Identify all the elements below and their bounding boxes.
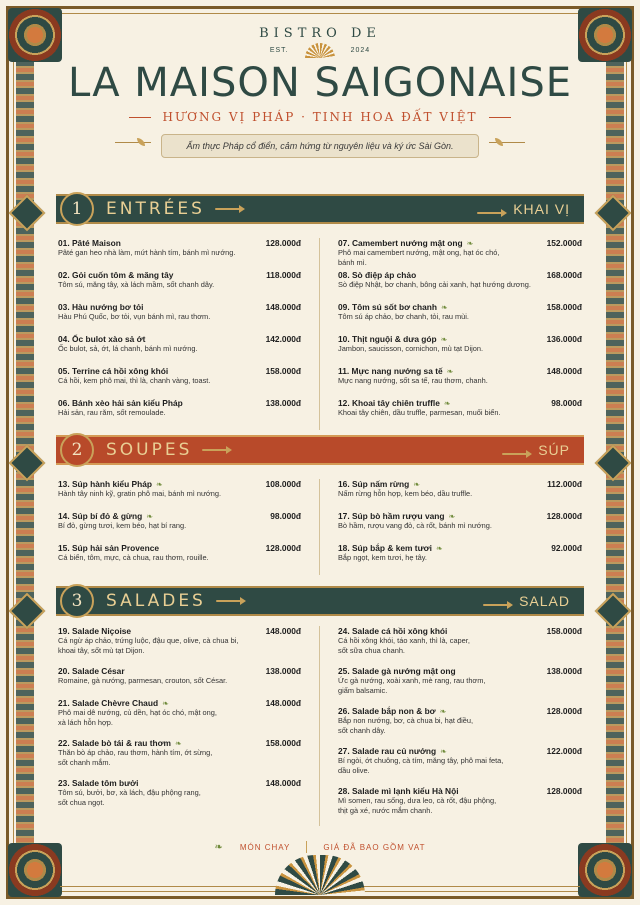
menu-item-price: 158.000đ: [546, 626, 582, 636]
menu-item-description: thịt gà xé, nước mắm chanh.: [338, 806, 433, 815]
bistro-label: BISTRO DE: [259, 26, 381, 41]
menu-item-description: Thăn bò áp chảo, rau thơm, hành tím, ớt sừng,: [58, 748, 213, 757]
menu-item-description: Hành tây ninh kỹ, gratin phô mai, bánh mì nướng.: [58, 489, 222, 498]
menu-item: [58, 366, 301, 398]
menu-item-name: 23. Salade tôm bưởi: [58, 778, 139, 788]
menu-item-description: Jambon, saucisson, cornichon, mù tạt Dijon.: [338, 344, 484, 353]
menu-item-name: 04. Ốc bulot xào sả ớt: [58, 334, 146, 344]
menu-item-description: Mực nang nướng, sốt sa tế, rau thơm, chanh.: [338, 376, 488, 385]
menu-column-right: [320, 479, 582, 575]
menu-item-row: [58, 302, 301, 312]
section-name: SOUPES: [106, 440, 193, 460]
menu-item-name: 01. Pâté Maison: [58, 238, 121, 248]
menu-item: [58, 302, 301, 334]
tagline: Ẩm thực Pháp cổ điển, cảm hứng từ nguyên liệu và ký ức Sài Gòn.: [161, 134, 479, 158]
vegetarian-leaf-icon: ❧: [443, 399, 451, 408]
menu-item-price: 148.000đ: [265, 698, 301, 708]
menu-item-price: 142.000đ: [265, 334, 301, 344]
menu-item-name: 08. Sò điệp áp chảo: [338, 270, 417, 280]
vegetarian-leaf-icon: ❧: [413, 480, 420, 489]
menu-item-price: 128.000đ: [546, 511, 582, 521]
menu-item-price: 98.000đ: [270, 511, 301, 521]
menu-item-description: giấm balsamic.: [338, 686, 388, 695]
vegetarian-leaf-icon: ❧: [156, 480, 163, 489]
menu-item-description: Hàu Phú Quốc, bơ tỏi, vụn bánh mì, rau thơm.: [58, 312, 211, 321]
vegetarian-leaf-icon: ❧: [446, 367, 454, 376]
menu-item-row: [338, 479, 582, 489]
menu-item-row: [338, 270, 582, 280]
menu-item-name: 03. Hàu nướng bơ tỏi: [58, 302, 144, 312]
menu-item-description: sốt chua ngọt.: [58, 798, 105, 807]
menu-item-price: 108.000đ: [265, 479, 301, 489]
menu-item: [338, 626, 582, 666]
menu-item-description: Cá hồi, kem phô mai, thì là, chanh vàng, toast.: [58, 376, 211, 385]
fan-icon: [305, 43, 335, 58]
menu-item-row: [58, 738, 301, 748]
menu-item: [338, 746, 582, 786]
ornament-arrow-icon: [216, 600, 242, 602]
laurel-left-icon: [115, 142, 151, 151]
menu-item: [58, 738, 301, 778]
menu-item-price: 138.000đ: [546, 666, 582, 676]
vegetarian-leaf-icon: ❧: [466, 239, 474, 248]
menu-item-name: 13. Súp hành kiểu Pháp: [58, 479, 153, 489]
section-vi-label: KHAI VỊ: [513, 201, 570, 217]
menu-item-row: [338, 706, 582, 716]
ornament-arrow-icon: [202, 449, 228, 451]
menu-item-description: xà lách hỗn hợp.: [58, 718, 113, 727]
menu-item: [338, 270, 582, 302]
menu-item-description: Cá ngừ áp chảo, trứng luộc, đậu que, olive, cà chua bi,: [58, 636, 239, 645]
menu-item-description: bánh mì.: [338, 258, 367, 267]
menu-item-row: [58, 366, 301, 376]
menu-item-row: [58, 270, 301, 280]
section-vi-label: SALAD: [519, 593, 570, 609]
menu-item-row: [338, 334, 582, 344]
menu-item-price: 128.000đ: [546, 706, 582, 716]
menu-item-name: 10. Thịt nguội & dưa góp: [338, 334, 437, 344]
menu-item-price: 148.000đ: [265, 302, 301, 312]
ornament-arrow-icon: [502, 453, 528, 455]
est-year: 2024: [350, 47, 371, 54]
section-number-badge: 3: [60, 584, 94, 618]
menu-item-row: [58, 511, 301, 521]
menu-item-row: [58, 479, 301, 489]
menu-item-row: [338, 746, 582, 756]
menu-item: [338, 543, 582, 575]
menu-item: [58, 543, 301, 575]
menu-item-name: 24. Salade cá hồi xông khói: [338, 626, 448, 636]
menu-item-row: [338, 786, 582, 796]
laurel-right-icon: [489, 142, 525, 151]
menu-item: [338, 334, 582, 366]
menu-item-description: Bắp ngọt, kem tươi, hẹ tây.: [338, 553, 427, 562]
menu-item-price: 128.000đ: [546, 786, 582, 796]
menu-item-description: Bắp non nướng, bơ, cà chua bi, hạt điều,: [338, 716, 474, 725]
dash-icon: [129, 117, 151, 118]
subtitle: HƯƠNG VỊ PHÁP · TINH HOA ĐẤT VIỆT: [162, 110, 478, 124]
menu-item-name: 18. Súp bắp & kem tươi: [338, 543, 432, 553]
menu-item-price: 138.000đ: [265, 398, 301, 408]
menu-item-description: Phô mai dê nướng, củ dền, hạt óc chó, mật ong,: [58, 708, 217, 717]
menu-item-description: Tôm sú, bưởi, bơ, xà lách, đậu phộng rang,: [58, 788, 201, 797]
menu-item-description: Romaine, gà nướng, parmesan, crouton, sốt César.: [58, 676, 228, 685]
vegetarian-leaf-icon: ❧: [439, 707, 447, 716]
menu-item-price: 148.000đ: [265, 626, 301, 636]
menu-item-row: [58, 666, 301, 676]
menu-item-description: Bí ngòi, ớt chuông, cà tím, măng tây, phô mai feta,: [338, 756, 504, 765]
menu-item-description: Ức gà nướng, xoài xanh, mè rang, rau thơm,: [338, 676, 486, 685]
menu-item-row: [338, 366, 582, 376]
menu-item-row: [58, 334, 301, 344]
section-banner-3: [56, 586, 584, 616]
menu-item-description: Cá biển, tôm, mực, cà chua, rau thơm, rouille.: [58, 553, 209, 562]
section-vi-name: [473, 593, 570, 609]
menu-item-description: Bí đỏ, gừng tươi, kem béo, hạt bí rang.: [58, 521, 187, 530]
menu-item-description: sốt chanh mắm.: [58, 758, 111, 767]
menu-item-description: Tôm sú, măng tây, xà lách mầm, sốt chanh dây.: [58, 280, 215, 289]
vegetarian-leaf-icon: ❧: [146, 512, 153, 521]
menu-item-price: 112.000đ: [547, 479, 582, 489]
menu-item-description: Tôm sú áp chảo, bơ chanh, tỏi, rau mùi.: [338, 312, 469, 321]
menu-item-row: [338, 543, 582, 553]
menu-item: [58, 511, 301, 543]
menu-item-description: Cá hồi xông khói, táo xanh, thì là, caper,: [338, 636, 470, 645]
menu-item-name: 22. Salade bò tái & rau thơm: [58, 738, 171, 748]
menu-item-price: 158.000đ: [265, 738, 301, 748]
menu-item-description: dầu olive.: [338, 766, 370, 775]
menu-item-name: 11. Mực nang nướng sa tế: [338, 366, 443, 376]
ornament-arrow-icon: [477, 212, 503, 214]
menu-item-name: 05. Terrine cá hồi xông khói: [58, 366, 169, 376]
menu-footer: [0, 841, 640, 853]
vegetarian-leaf-icon: ❧: [214, 841, 224, 853]
menu-item-row: [58, 626, 301, 636]
est-label: EST.: [269, 47, 289, 54]
section-items-3: [58, 626, 582, 826]
section-vi-name: [467, 201, 570, 217]
menu-item-description: Pâté gan heo nhà làm, mứt hành tím, bánh mì nướng.: [58, 248, 236, 257]
menu-item: [58, 270, 301, 302]
menu-column-left: [58, 626, 320, 826]
menu-column-left: [58, 238, 320, 430]
menu-item-name: 06. Bánh xèo hải sản kiểu Pháp: [58, 398, 183, 408]
menu-item-name: 17. Súp bò hầm rượu vang: [338, 511, 445, 521]
menu-item-name: 26. Salade bắp non & bơ: [338, 706, 436, 716]
menu-item: [338, 366, 582, 398]
menu-item-row: [58, 543, 301, 553]
menu-item-price: 118.000đ: [266, 270, 301, 280]
menu-item: [58, 479, 301, 511]
section-name: SALADES: [106, 591, 206, 611]
vegetarian-leaf-icon: ❧: [162, 699, 169, 708]
menu-item-description: Mì somen, rau sống, dưa leo, cà rốt, đậu phộng,: [338, 796, 497, 805]
section-number-badge: 2: [60, 433, 94, 467]
menu-item-row: [58, 698, 301, 708]
section-name: ENTRÉES: [106, 199, 205, 219]
section-items-1: [58, 238, 582, 430]
menu-item-price: 138.000đ: [265, 666, 301, 676]
menu-item: [58, 666, 301, 698]
menu-item-name: 21. Salade Chèvre Chaud: [58, 698, 159, 708]
vegetarian-leaf-icon: ❧: [175, 739, 182, 748]
menu-item-price: 148.000đ: [546, 366, 582, 376]
menu-item-row: [58, 398, 301, 408]
menu-item-price: 98.000đ: [551, 398, 582, 408]
vegetarian-leaf-icon: ❧: [440, 747, 447, 756]
veg-label: MÓN CHAY: [239, 842, 291, 852]
menu-item-price: 92.000đ: [551, 543, 582, 553]
menu-item-name: 27. Salade rau củ nướng: [338, 746, 437, 756]
menu-item: [58, 398, 301, 430]
ornament-arrow-icon: [215, 208, 241, 210]
menu-item: [338, 511, 582, 543]
menu-item-name: 28. Salade mì lạnh kiểu Hà Nội: [338, 786, 459, 796]
menu-item-name: 15. Súp hải sản Provence: [58, 543, 160, 553]
menu-item-name: 09. Tôm sú sốt bơ chanh: [338, 302, 438, 312]
menu-item: [338, 238, 582, 270]
menu-header: [0, 18, 640, 158]
menu-item-name: 16. Súp nấm rừng: [338, 479, 410, 489]
menu-item: [58, 626, 301, 666]
menu-item-row: [58, 778, 301, 788]
section-vi-label: SÚP: [538, 442, 570, 458]
menu-item-price: 158.000đ: [265, 366, 301, 376]
menu-item: [58, 778, 301, 818]
menu-item-row: [338, 626, 582, 636]
menu-item-description: Nấm rừng hỗn hợp, kem béo, dầu truffle.: [338, 489, 473, 498]
menu-item-description: Khoai tây chiên, dầu truffle, parmesan, muối biển.: [338, 408, 501, 417]
menu-item-description: Sò điệp Nhật, bơ chanh, bông cải xanh, hạt hướng dương.: [338, 280, 531, 289]
menu-item-row: [58, 238, 301, 248]
menu-column-left: [58, 479, 320, 575]
menu-item: [58, 238, 301, 270]
menu-item-price: 136.000đ: [546, 334, 582, 344]
dash-icon: [489, 117, 511, 118]
menu-item: [338, 706, 582, 746]
menu-item-row: [338, 398, 582, 408]
menu-item-description: Bò hầm, rượu vang đỏ, cà rốt, bánh mì nướng.: [338, 521, 492, 530]
tagline-row: [0, 134, 640, 158]
menu-item-description: Hải sản, rau răm, sốt remoulade.: [58, 408, 166, 417]
restaurant-title: LA MAISON SAIGONAISE: [68, 60, 572, 106]
menu-item-price: 158.000đ: [546, 302, 582, 312]
section-banner-1: [56, 194, 584, 224]
menu-item-name: 02. Gỏi cuốn tôm & măng tây: [58, 270, 174, 280]
est-row: [0, 43, 640, 58]
menu-item-description: sốt sữa chua chanh.: [338, 646, 405, 655]
menu-item-row: [338, 511, 582, 521]
menu-item-price: 128.000đ: [265, 543, 301, 553]
menu-item-name: 19. Salade Niçoise: [58, 626, 132, 636]
menu-item-name: 25. Salade gà nướng mật ong: [338, 666, 456, 676]
menu-item: [338, 479, 582, 511]
menu-item-price: 168.000đ: [546, 270, 582, 280]
menu-item-row: [338, 302, 582, 312]
menu-column-right: [320, 238, 582, 430]
menu-item: [338, 398, 582, 430]
menu-item: [58, 698, 301, 738]
menu-item-row: [338, 238, 582, 248]
menu-item: [338, 666, 582, 706]
vat-label: GIÁ ĐÃ BAO GỒM VAT: [323, 842, 426, 852]
section-vi-name: [492, 442, 570, 458]
menu-item-row: [338, 666, 582, 676]
subtitle-row: [0, 110, 640, 124]
menu-item: [58, 334, 301, 366]
ornament-arrow-icon: [483, 604, 509, 606]
menu-item-price: 122.000đ: [546, 746, 582, 756]
section-items-2: [58, 479, 582, 575]
menu-item-description: khoai tây, sốt mù tạt Dijon.: [58, 646, 145, 655]
menu-item-price: 152.000đ: [546, 238, 582, 248]
menu-item-description: Ốc bulot, sả, ớt, lá chanh, bánh mì nướng.: [58, 344, 198, 353]
menu-item-price: 128.000đ: [265, 238, 301, 248]
menu-item-price: 148.000đ: [265, 778, 301, 788]
menu-item-description: sốt chanh dây.: [338, 726, 386, 735]
menu-item: [338, 786, 582, 826]
menu-item-name: 14. Súp bí đỏ & gừng: [58, 511, 143, 521]
menu-item-name: 12. Khoai tây chiên truffle: [338, 398, 440, 408]
section-number-badge: 1: [60, 192, 94, 226]
vegetarian-leaf-icon: ❧: [435, 544, 443, 553]
section-banner-2: [56, 435, 584, 465]
vegetarian-leaf-icon: ❧: [441, 303, 448, 312]
vegetarian-leaf-icon: ❧: [440, 335, 448, 344]
footer-divider: [306, 841, 307, 853]
vegetarian-leaf-icon: ❧: [448, 512, 456, 521]
menu-item: [338, 302, 582, 334]
menu-column-right: [320, 626, 582, 826]
menu-item-description: Phô mai camembert nướng, mật ong, hạt óc chó,: [338, 248, 500, 257]
menu-item-name: 20. Salade César: [58, 666, 125, 676]
menu-item-name: 07. Camembert nướng mật ong: [338, 238, 463, 248]
